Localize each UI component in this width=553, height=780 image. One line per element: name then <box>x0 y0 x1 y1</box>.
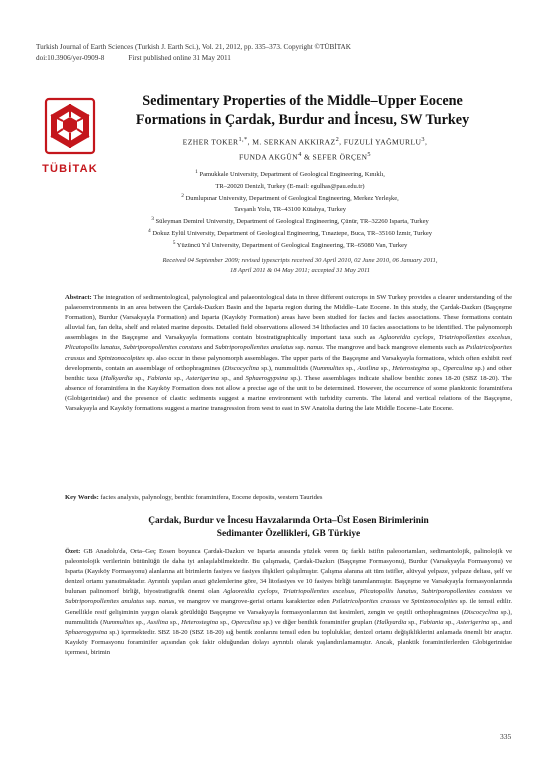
page-number: 335 <box>500 732 512 741</box>
turkish-title-line-2: Sedimanter Özellikleri, GB Türkiye <box>216 529 361 539</box>
taxon-name: Assilina <box>146 618 169 626</box>
taxon-name: Discocyclina <box>463 608 499 616</box>
ozet-text: ssp. <box>143 598 159 606</box>
affiliation-line <box>60 192 520 204</box>
abstract-text: sp.), nummulitids ( <box>259 364 313 372</box>
ozet-text: sp. ile temsil edilir. Genellikle resif gelişiminin yaygın olarak görüldüğü Başçeşme ve Varsakyayla formasyonlarının üst kesimleri, zengin ve çeşitli orthophragmines ( <box>65 598 512 616</box>
taxon-name: Asterigerina <box>185 374 219 382</box>
abstract-text: ssp. <box>293 344 307 352</box>
journal-citation: Turkish Journal of Earth Sciences (Turkish J. Earth Sci.), Vol. 21, 2012, pp. 335–373. Copyright ©TÜBİTAK <box>36 43 351 51</box>
taxon-name: Halkyardia <box>376 618 407 626</box>
taxon-name: Halkyardia <box>102 374 133 382</box>
affiliation-line <box>60 180 520 192</box>
title-line-1: Sedimentary Properties of the Middle–Upper Eocene <box>142 93 463 109</box>
abstract-text: and <box>202 344 216 352</box>
ozet-text: ve <box>502 588 512 596</box>
ozet-text: , ve mangrov ve mangrove-gerisi ortamı karakterize eden <box>174 598 333 606</box>
abstract-text: and <box>84 354 99 362</box>
abstract-text: sp., <box>171 374 186 382</box>
author-sup: 4 <box>298 150 302 158</box>
author-name: FUNDA AKGÜN <box>239 152 299 162</box>
authors-line-1 <box>130 134 480 149</box>
ozet-label: Özet: <box>65 548 81 555</box>
abstract-text: sp., <box>344 364 358 372</box>
abstract-text: sp., <box>378 364 393 372</box>
authors-line-2 <box>130 149 480 164</box>
logo-wordmark: TÜBİTAK <box>42 163 98 175</box>
author-name: , M. SERKAN AKKIRAZ <box>247 137 336 147</box>
taxon-name: Nummulites <box>312 364 345 372</box>
affiliations <box>60 168 520 250</box>
turkish-abstract <box>65 547 512 658</box>
taxon-name: Nummulites <box>102 618 134 626</box>
taxon-name: nanus <box>306 344 323 352</box>
tubitak-logo-icon <box>40 95 100 161</box>
author-separator: , <box>425 137 428 147</box>
affiliation-text: Dumlupınar University, Department of Geological Engineering, Merkez Yerleşke, <box>183 194 399 202</box>
ozet-text: sp.) ve diğer benthik foraminifer grupları ( <box>260 618 377 626</box>
author-sup: 5 <box>367 150 371 158</box>
author-name: , FUZULİ YAĞMURLU <box>339 137 422 147</box>
affiliation-text: TR–20020 Denizli, Turkey (E-mail: egulhas@pau.edu.tr) <box>215 182 365 190</box>
taxon-name: Assilina <box>357 364 379 372</box>
ozet-text: sp.) içermektedir. SBZ 18-20 (SBZ 18-20) sığ bentik zonlarını temsil eden bu topluluklar, denizel ortamı değişikliklerini anlamada önemli bir araçtır. Kayıköy Formasyonu foraminifer açısından çok fakir olduğundan dolayı ayrıntılı olarak yaşlandırılamamıştır. Ancak, planktik foraminiferlerden Globigerinidae içermesi, birimin <box>65 628 512 656</box>
taxon-name: Heterostegina <box>181 618 219 626</box>
ozet-text: sp., <box>168 618 182 626</box>
affiliation-sup: 2 <box>181 192 184 199</box>
ozet-text: sp.), nummulitids ( <box>65 608 512 626</box>
taxon-name: Discocyclina <box>224 364 260 372</box>
doi-line <box>36 53 516 64</box>
taxon-name: Operculina <box>231 618 261 626</box>
ozet-text: sp., <box>133 618 147 626</box>
affiliation-line <box>60 227 520 239</box>
ozet-text: GB Anadolu'da, Orta–Geç Eosen boyunca Çardak-Dazkırı ve Isparta arasında yüzlek veren üç farklı istifin paleoortamları, sedimantolojik, palinolojik ve paleontolojik verilerinin bütünlüğü ile daha iyi anlaşılabilmektedir. Bu çalışmada, Çardak-Dazkırı (Başçeşme Formasyonu), Burdur (Varsakyayla Formasyonu) ve Isparta (Kayıköy Formasyonu) alanlarına ait birimlerin fasiyes ve fasiyes ilişkileri çalışılmıştır. Çalışma alanına ait tüm istifler, alüvyal yelpaze, yelpaze deltası, şelf ve denizel ortamı yansıtmaktadır. Ayrıntılı yapılan arazi gözlemlerine göre, 34 litofasiyes ve 10 fasiyes birliği tanımlanmıştır. Başçeşme ve Varsakyayla formasyonlarında bulunan palinomorf birliği, biyostratigrafik önemi olan <box>65 548 512 596</box>
abstract-text: sp. also occur in these palynomorph assemblages. The upper parts of the Başçeşme and Varsakyayla formations, which often exhibit reef developments, contain an assemblage of orthophragmines ( <box>65 354 512 372</box>
affiliation-sup: 5 <box>172 239 176 246</box>
taxon-name: Asterigerina <box>456 618 490 626</box>
ozet-text: sp., <box>218 618 232 626</box>
journal-header <box>36 42 516 63</box>
abstract-text: sp., and <box>218 374 246 382</box>
abstract <box>65 293 512 414</box>
taxon-name: Sphaerogypsina <box>245 374 288 382</box>
taxon-name: Fabiania <box>147 374 172 382</box>
author-list <box>130 134 480 163</box>
affiliation-text: Süleyman Demirel University, Department of Geological Engineering, Çünür, TR–32260 Isparta, Turkey <box>153 218 429 226</box>
taxon-name: Subtriporopollenites anulatus <box>65 598 144 606</box>
author-name: & SEFER ÖRÇEN <box>301 152 368 162</box>
taxon-name: Aglaoreidia cyclops, Triatriopollenites excelsus, Plicatopollis lunatus, Subtriporopollenites constans <box>65 334 512 352</box>
affiliation-sup: 4 <box>148 227 151 234</box>
taxon-name: Spinizonocolpites <box>98 354 145 362</box>
affiliation-line <box>60 239 520 251</box>
published-date: First published online 31 May 2011 <box>128 53 231 62</box>
affiliation-sup: 3 <box>151 216 154 222</box>
turkish-title-line-1: Çardak, Burdur ve İncesu Havzalarında Orta–Üst Eosen Birimlerinin <box>148 516 429 526</box>
taxon-name: Sphaerogypsina <box>65 628 108 636</box>
author-sup: 2 <box>335 136 340 143</box>
taxon-name: Psilatricolporites crassus <box>65 344 512 362</box>
author-name: EZHER TOKER <box>182 137 239 147</box>
abstract-text: sp., <box>429 364 443 372</box>
author-sup: 3 <box>421 136 425 143</box>
keywords-label: Key Words: <box>65 494 99 501</box>
ozet-text: sp., and <box>489 618 512 626</box>
keywords-text: facies analysis, palynology, benthic foraminifera, Eocene deposits, western Taurides <box>98 494 323 501</box>
article-title <box>100 92 505 130</box>
abstract-label: Abstract: <box>65 294 92 301</box>
submission-dates <box>100 256 500 275</box>
taxon-name: Heterostegina <box>392 364 430 372</box>
affiliation-sup: 1 <box>195 169 198 175</box>
dates-line-1: Received 04 September 2009; revised typescripts received 30 April 2010, 02 June 2010, 06 January 2011, <box>162 257 438 264</box>
abstract-text: sp.) and other benthic taxa ( <box>65 364 512 382</box>
affiliation-text: Dokuz Eylül University, Department of Geological Engineering, Tınaztepe, Buca, TR–35160 İzmir, Turkey <box>150 229 432 237</box>
taxon-name: Operculina <box>442 364 473 372</box>
taxon-name: Fabiania <box>419 618 444 626</box>
abstract-text: sp., <box>132 374 148 382</box>
ozet-text: sp., <box>406 618 420 626</box>
affiliation-text: Tavşanlı Yolu, TR–43100 Kütahya, Turkey <box>234 206 346 214</box>
affiliation-line <box>60 168 520 180</box>
ozet-text: ve <box>400 598 412 606</box>
title-line-2: Formations in Çardak, Burdur and İncesu, SW Turkey <box>135 112 470 128</box>
dates-line-2: 18 April 2011 & 04 May 2011; accepted 31 May 2011 <box>230 266 370 274</box>
taxon-name: Aglaoreidia cyclops, Triatriopollenites excelsus, Plicatopollis lunatus, Subtriporopollenites constans <box>223 588 503 596</box>
affiliation-line <box>60 203 520 215</box>
author-sup: 1,* <box>238 136 248 143</box>
ozet-text: sp., <box>443 618 457 626</box>
taxon-name: nanus <box>158 598 175 606</box>
abstract-text: . The mangrove and back mangrove elements such as <box>322 344 466 352</box>
abstract-text: The integration of sedimentological, palynological and palaeontological data in three different outcrops in SW Turkey provides a clearer understanding of the palaeoenvironments in an area between the Çardak-Dazkırı Basin and the Isparta region during the Middle–Late Eocene. In this study, the Çardak-Dazkırı (Başçeşme Formation), Burdur (Varsakyayla Formation) and Isparta (Kayıköy Formation) areas have been studied for facies and facies associations. These formations contain alluvial fan, fan delta, shelf and related marine deposits. Detailed field observations allowed 34 lithofacies and 10 facies associations to be identified. The palynomorph assemblages in the Başçeşme and Varsakyayla formations contain biostratigraphically important taxa such as <box>65 294 512 342</box>
taxon-name: Spinizonocolpites <box>411 598 458 606</box>
taxon-name: Subtriporopollenites anulatus <box>215 344 294 352</box>
affiliation-line <box>60 215 520 227</box>
keywords <box>65 493 512 503</box>
abstract-text: sp.). These assemblages indicate shallow benthic zones 18-20 (SBZ 18-20). The absence of foraminifera in the Kayıköy Formation does not allow a precise age of the unit to be determined. However, the occurrence of some planktonic foraminifera (Globigerinidae) and the presence of clastic sediments suggest a marine environment with turbidity currents. The lateral and vertical relations of the Başçeşme, Varsakyayla and Kayıköy formations suggest a marine transgression from west to east in SW Anatolia during the late Middle Eocene–Late Eocene. <box>65 374 512 413</box>
taxon-name: Psilatricolporites crassus <box>332 598 401 606</box>
turkish-title <box>65 515 512 541</box>
affiliation-text: Yüzüncü Yıl University, Department of Geological Engineering, TR–65080 Van, Turkey <box>175 241 408 249</box>
affiliation-text: Pamukkale University, Department of Geological Engineering, Kınıklı, <box>197 171 385 179</box>
doi[interactable]: doi:10.3906/yer-0909-8 <box>36 53 105 62</box>
